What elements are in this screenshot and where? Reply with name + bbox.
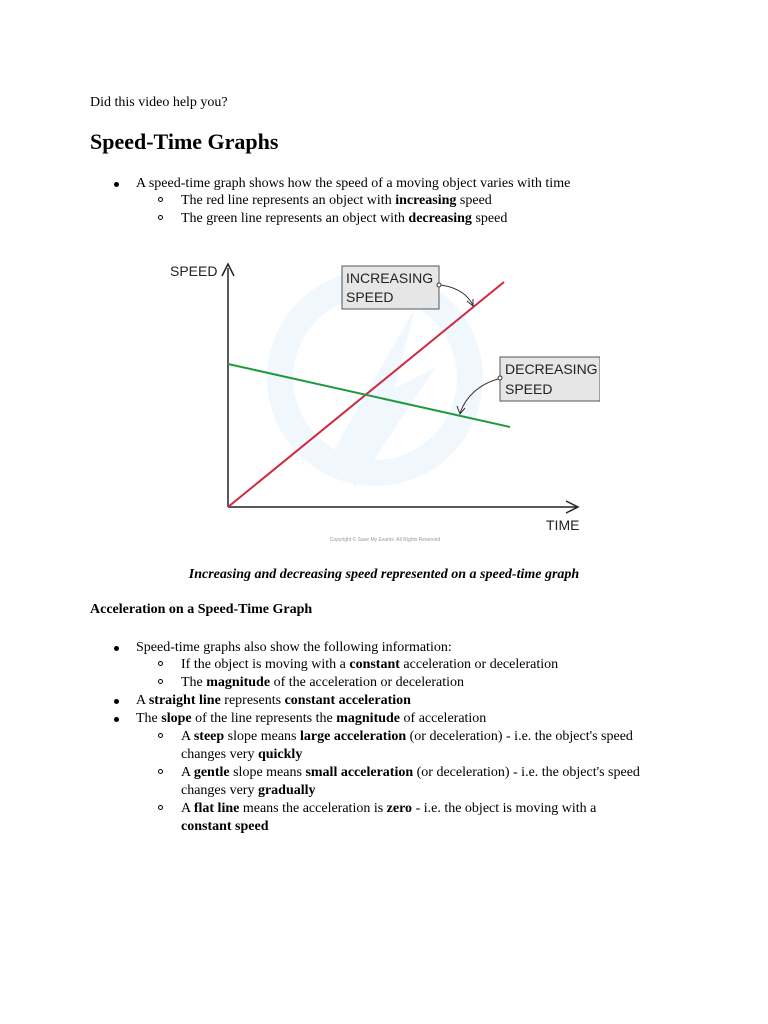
sub-bullet-circle <box>158 197 163 202</box>
decreasing-label-line-2: SPEED <box>505 381 553 397</box>
bullet-dot <box>114 646 119 651</box>
section-bullet-3a-cont: changes very quickly <box>181 747 303 762</box>
bullet-dot <box>114 182 119 187</box>
bullet-dot <box>114 717 119 722</box>
page-title: Speed-Time Graphs <box>90 129 279 154</box>
y-axis-label: SPEED <box>170 263 218 279</box>
decreasing-label-line-1: DECREASING <box>505 361 598 377</box>
section-bullet-3b-cont: changes very gradually <box>181 783 316 798</box>
intro-green-line-text: The green line represents an object with decreasing speed <box>181 211 508 226</box>
section-bullet-3b: A gentle slope means small acceleration (or deceleration) - i.e. the object's speed <box>181 765 640 780</box>
intro-bullet: A speed-time graph shows how the speed of a moving object varies with time <box>136 176 571 191</box>
sub-bullet-circle <box>158 769 163 774</box>
intro-red-line-text: The red line represents an object with increasing speed <box>181 193 492 208</box>
section-bullet-3: The slope of the line represents the magnitude of acceleration <box>136 711 487 726</box>
sub-bullet-circle <box>158 661 163 666</box>
sub-bullet-circle <box>158 215 163 220</box>
lead-text: Did this video help you? <box>90 95 228 110</box>
sub-bullet-circle <box>158 733 163 738</box>
section-bullet-3a: A steep slope means large acceleration (or deceleration) - i.e. the object's speed <box>181 729 633 744</box>
increasing-label-line-2: SPEED <box>346 289 394 305</box>
section-bullet-1: Speed-time graphs also show the following information: <box>136 640 452 655</box>
sub-bullet-circle <box>158 805 163 810</box>
section-bullet-3c-cont: constant speed <box>181 819 269 834</box>
section-bullet-2: A straight line represents constant acceleration <box>136 693 411 708</box>
speed-time-graph <box>160 248 600 548</box>
section-title: Acceleration on a Speed-Time Graph <box>90 602 313 617</box>
section-bullet-1b: The magnitude of the acceleration or deceleration <box>181 675 465 690</box>
increasing-label-line-1: INCREASING <box>346 270 434 286</box>
section-bullet-3c: A flat line means the acceleration is zero - i.e. the object is moving with a <box>181 801 597 816</box>
section-bullet-1a: If the object is moving with a constant acceleration or deceleration <box>181 657 559 672</box>
watermark-logo <box>280 283 470 488</box>
x-axis-label: TIME <box>546 517 580 533</box>
copyright-notice: Copyright © Save My Exams. All Rights Reserved <box>329 537 441 543</box>
increasing-speed-label <box>342 266 473 309</box>
figure-caption: Increasing and decreasing speed represented on a speed-time graph <box>188 567 580 582</box>
sub-bullet-circle <box>158 679 163 684</box>
bullet-dot <box>114 699 119 704</box>
